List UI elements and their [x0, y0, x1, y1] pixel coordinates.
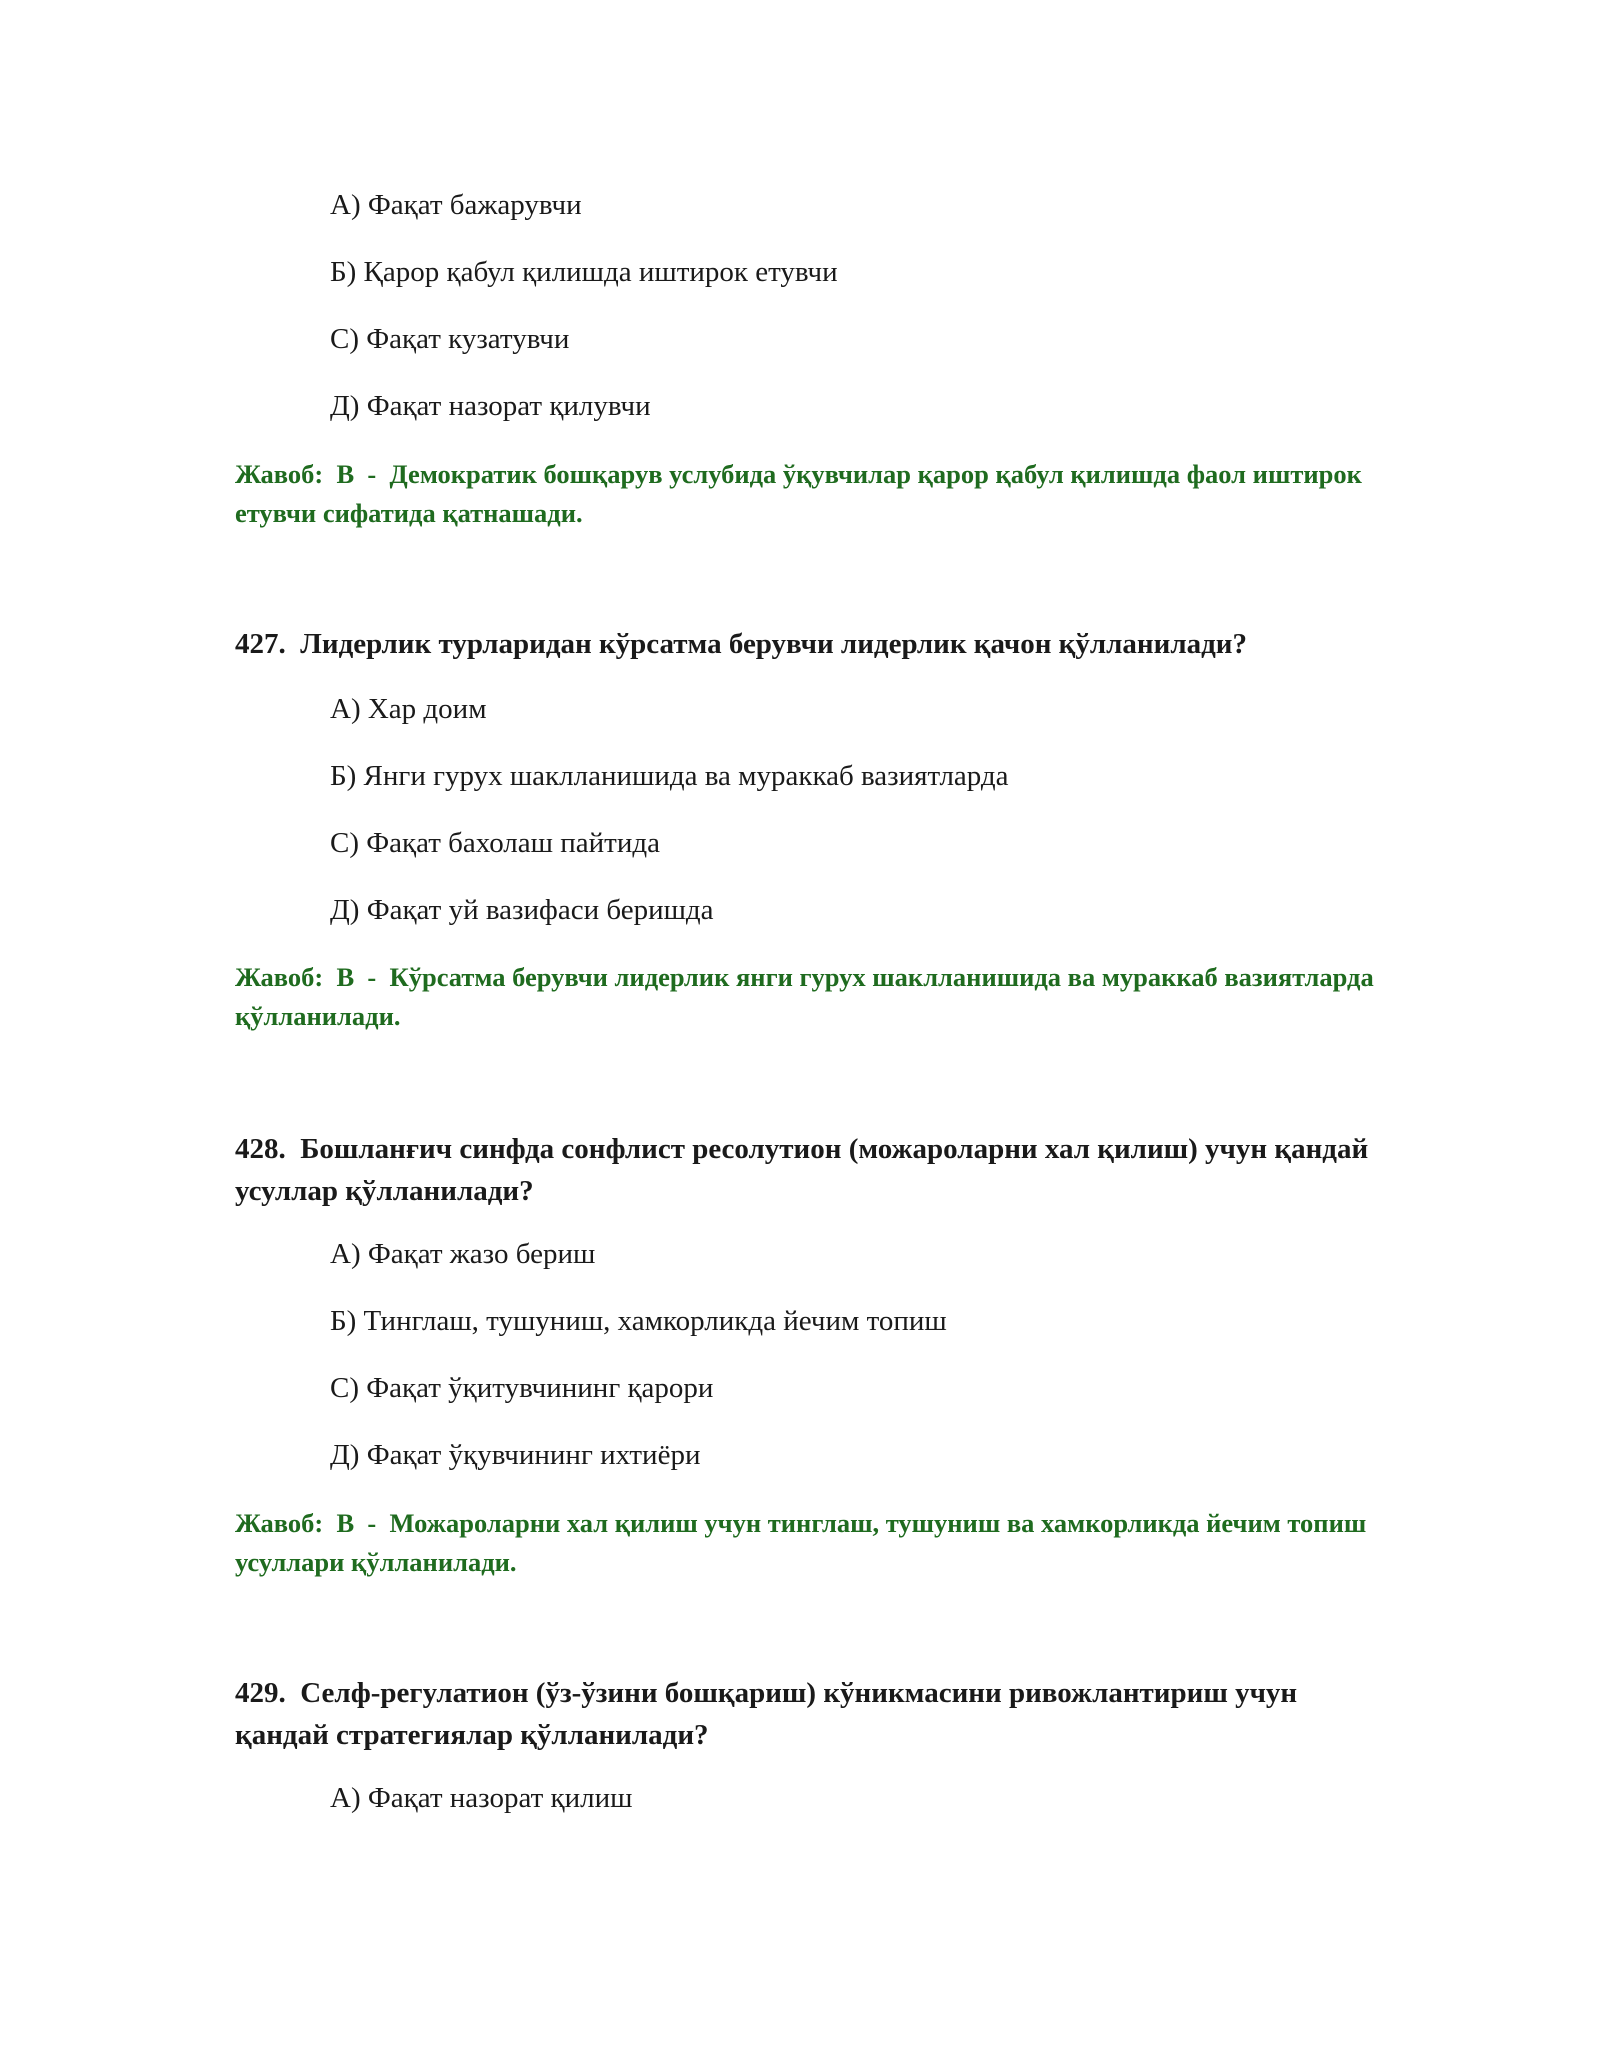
answer-text	[235, 1504, 1395, 1582]
question-number: 429.	[235, 1677, 286, 1709]
question-427	[235, 623, 1395, 665]
question-number: 428.	[235, 1133, 286, 1165]
answer-text	[235, 958, 1395, 1036]
question-428	[235, 1128, 1395, 1212]
answer-prefix: Жавоб: В -	[235, 459, 390, 489]
option-b: Б) Тинглаш, тушуниш, хамкорликда йечим топиш	[330, 1305, 947, 1337]
option-a: А) Фақат жазо бериш	[330, 1238, 596, 1270]
option-b: Б) Янги гурух шаклланишида ва мураккаб вазиятларда	[330, 760, 1009, 792]
question-text: Селф-регулатион (ўз-ўзини бошқариш) кўникмасини ривожлантириш учун қандай стратегиялар қўлланилади?	[235, 1677, 1298, 1751]
option-d: Д) Фақат ўқувчининг ихтиёри	[330, 1439, 701, 1471]
answer-explanation: Демократик бошқарув услубида ўқувчилар қарор қабул қилишда фаол иштирок етувчи сифатида қатнашади.	[235, 459, 1362, 528]
option-c: С) Фақат ўқитувчининг қарори	[330, 1372, 714, 1404]
option-c: С) Фақат бахолаш пайтида	[330, 827, 660, 859]
option-d: Д) Фақат уй вазифаси беришда	[330, 894, 714, 926]
question-text: Лидерлик турларидан кўрсатма берувчи лидерлик қачон қўлланилади?	[300, 628, 1247, 660]
option-a: А) Фақат бажарувчи	[330, 189, 582, 221]
question-number: 427.	[235, 628, 286, 660]
option-c: С) Фақат кузатувчи	[330, 323, 570, 355]
question-429	[235, 1672, 1395, 1756]
option-b: Б) Қарор қабул қилишда иштирок етувчи	[330, 256, 838, 288]
question-text: Бошланғич синфда сонфлист ресолутион (можароларни хал қилиш) учун қандай усуллар қўлланилади?	[235, 1133, 1369, 1207]
answer-explanation: Можароларни хал қилиш учун тинглаш, тушуниш ва хамкорликда йечим топиш усуллари қўлланилади.	[235, 1508, 1367, 1577]
option-a: А) Хар доим	[330, 693, 487, 725]
option-a: А) Фақат назорат қилиш	[330, 1782, 633, 1814]
answer-text	[235, 455, 1395, 533]
answer-prefix: Жавоб: В -	[235, 962, 390, 992]
answer-prefix: Жавоб: В -	[235, 1508, 390, 1538]
answer-explanation: Кўрсатма берувчи лидерлик янги гурух шаклланишида ва мураккаб вазиятларда қўлланилади.	[235, 962, 1374, 1031]
option-d: Д) Фақат назорат қилувчи	[330, 390, 651, 422]
